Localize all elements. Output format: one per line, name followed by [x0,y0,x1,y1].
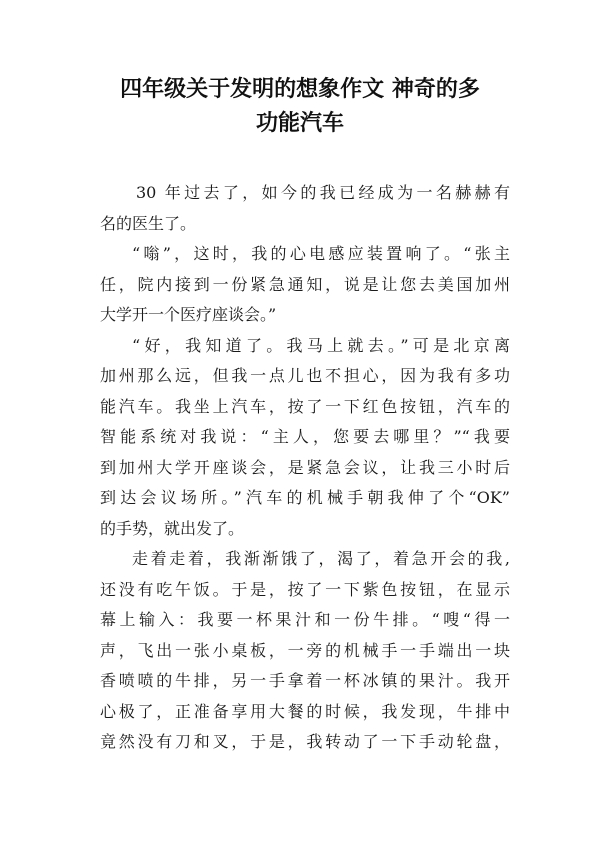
body-line: 任，院内接到一份紧急通知，说是让您去美国加州 [100,274,510,294]
body-line: 能汽车。我坐上汽车，按了一下红色按钮，汽车的 [100,396,510,416]
body-line: 到达会议场所。”汽车的机械手朝我伸了个“OK” [100,488,510,507]
body-line: “嗡”，这时，我的心电感应装置响了。“张主 [132,244,510,263]
body-line: 30 年过去了，如今的我已经成为一名赫赫有 [136,183,510,202]
body-line: 声，飞出一张小桌板，一旁的机械手一手端出一块 [100,640,510,660]
body-line: 名的医生了。 [100,213,197,233]
body-line: 走着走着，我渐渐饿了，渴了，着急开会的我, [132,549,510,568]
body-line: 到加州大学开座谈会，是紧急会议，让我三小时后 [100,457,510,477]
body-line: 大学开一个医疗座谈会。” [100,305,277,324]
document-title-line-2: 功能汽车 [255,111,344,136]
body-line: 还没有吃午饭。于是，按了一下紫色按钮，在显示 [100,579,510,599]
body-line: 竟然没有刀和叉，于是，我转动了一下手动轮盘， [100,732,510,751]
body-line: “好，我知道了。我马上就去。”可是北京离 [132,335,510,355]
document-title-line-1: 四年级关于发明的想象作文 神奇的多 [120,77,480,102]
body-line: 心极了，正准备享用大餐的时候，我发现，牛排中 [100,701,510,721]
body-line: 香喷喷的牛排，另一手拿着一杯冰镇的果汁。我开 [100,671,510,690]
body-line: 智能系统对我说：“主人，您要去哪里？”“我要 [100,427,510,446]
body-line: 的手势，就出发了。 [100,518,245,538]
body-line: 幕上输入：我要一杯果汁和一份牛排。“嗖“得一 [100,610,510,629]
body-line: 加州那么远，但我一点儿也不担心，因为我有多功 [100,366,510,385]
document-body [100,178,510,758]
